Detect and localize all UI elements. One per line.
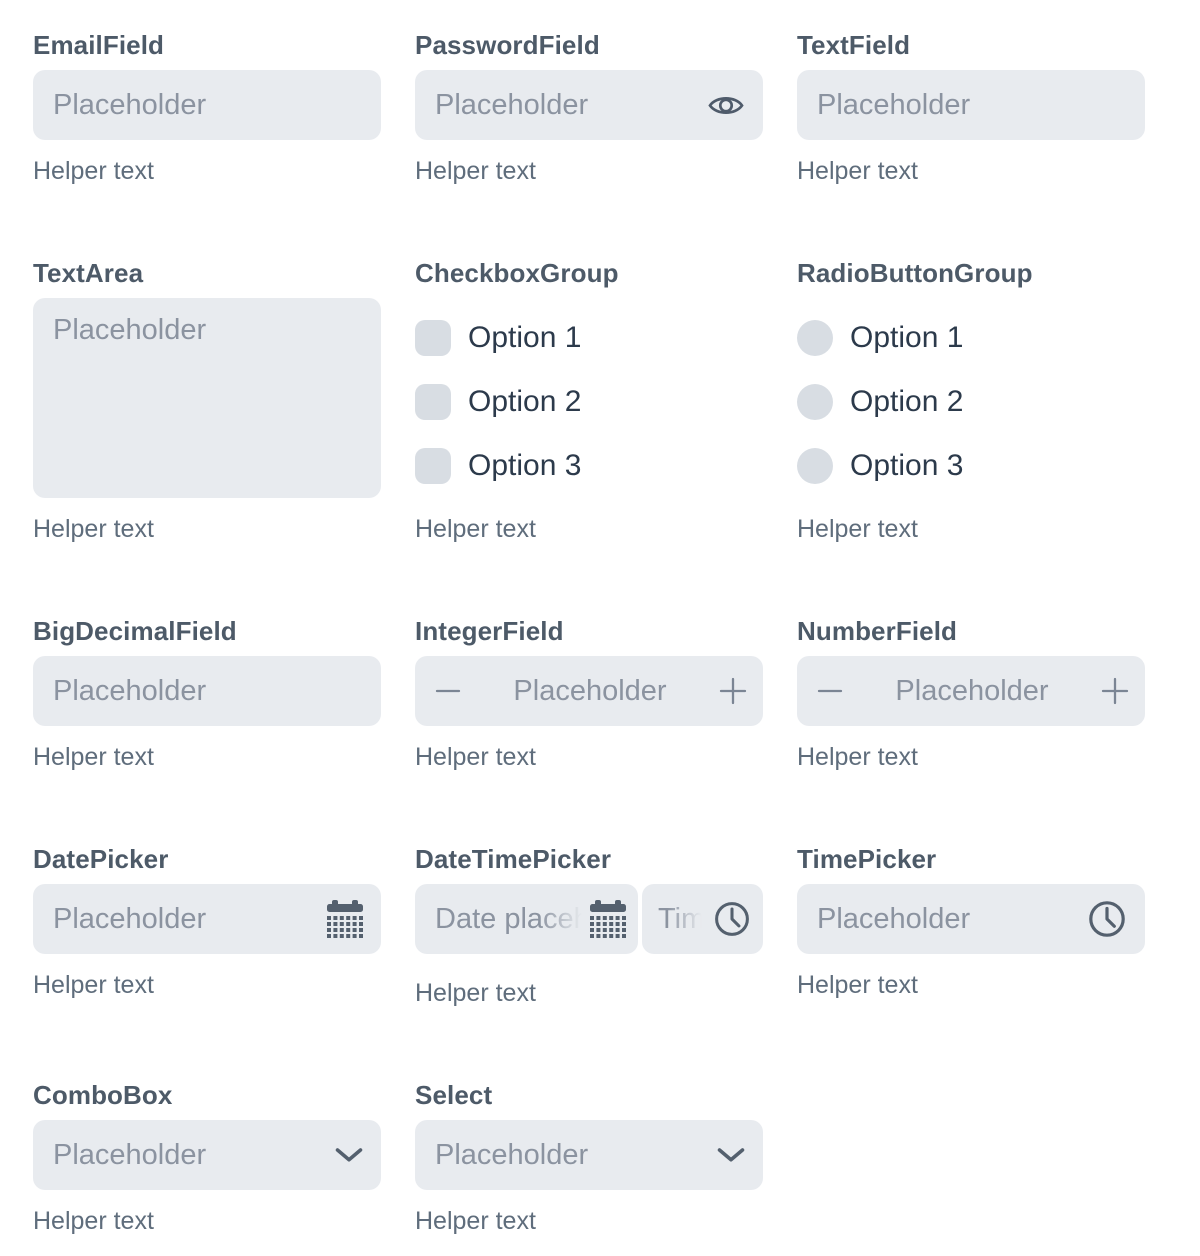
checkbox-group-component — [415, 256, 763, 544]
time-picker-label: TimePicker — [797, 844, 937, 874]
integer-field — [415, 656, 763, 726]
password-field-component — [415, 28, 763, 186]
text-area-input[interactable] — [33, 298, 381, 498]
text-input[interactable] — [817, 70, 1129, 140]
decrement-button[interactable] — [817, 678, 843, 704]
radio-option-label: Option 1 — [850, 321, 964, 354]
date-picker-component — [33, 842, 381, 1008]
combo-box-component — [33, 1078, 381, 1236]
increment-button[interactable] — [1101, 677, 1129, 705]
email-field-label: EmailField — [33, 30, 165, 60]
date-time-picker-component — [415, 842, 763, 1008]
radio-option-3[interactable] — [797, 448, 1145, 484]
checkbox-option-2[interactable] — [415, 384, 763, 420]
number-input[interactable] — [843, 656, 1101, 726]
chevron-down-icon — [717, 1147, 745, 1163]
email-field-component — [33, 28, 381, 186]
email-field — [33, 70, 381, 140]
helper-text: Helper text — [415, 1207, 536, 1235]
radio-option-label: Option 3 — [850, 449, 964, 482]
big-decimal-field — [33, 656, 381, 726]
date-picker-field — [415, 884, 638, 954]
eye-icon — [707, 92, 745, 119]
increment-button[interactable] — [719, 677, 747, 705]
radio-icon[interactable] — [797, 320, 833, 356]
radio-icon[interactable] — [797, 448, 833, 484]
helper-text: Helper text — [797, 157, 918, 185]
select-label: Select — [415, 1080, 493, 1110]
helper-text: Helper text — [415, 157, 536, 185]
calendar-toggle-button[interactable] — [590, 900, 626, 938]
date-time-picker-label: DateTimePicker — [415, 844, 612, 874]
date-picker-field — [33, 884, 381, 954]
password-input[interactable] — [435, 70, 697, 140]
helper-text: Helper text — [33, 515, 154, 543]
decrement-button[interactable] — [435, 678, 461, 704]
helper-text: Helper text — [33, 743, 154, 771]
helper-text: Helper text — [415, 743, 536, 771]
text-field-label: TextField — [797, 30, 911, 60]
calendar-toggle-button[interactable] — [327, 900, 363, 938]
checkbox-group — [415, 298, 763, 498]
radio-button-group — [797, 298, 1145, 498]
integer-field-label: IntegerField — [415, 616, 564, 646]
checkbox-option-1[interactable] — [415, 320, 763, 356]
time-picker-field — [642, 884, 763, 954]
helper-text: Helper text — [415, 979, 536, 1007]
helper-text: Helper text — [797, 971, 918, 999]
minus-icon — [817, 678, 843, 704]
radio-button-group-label: RadioButtonGroup — [797, 258, 1033, 288]
password-field-label: PasswordField — [415, 30, 600, 60]
calendar-icon — [327, 900, 363, 938]
clock-toggle-button[interactable] — [713, 900, 751, 938]
checkbox-icon[interactable] — [415, 448, 451, 484]
time-picker-component — [797, 842, 1145, 1008]
helper-text: Helper text — [33, 1207, 154, 1235]
integer-field-component — [415, 614, 763, 772]
calendar-icon — [590, 900, 626, 938]
time-input[interactable] — [658, 884, 711, 954]
password-field — [415, 70, 763, 140]
radio-icon[interactable] — [797, 384, 833, 420]
checkbox-option-label: Option 3 — [468, 449, 582, 482]
helper-text: Helper text — [415, 515, 536, 543]
date-picker-label: DatePicker — [33, 844, 169, 874]
text-field-component — [797, 28, 1145, 186]
helper-text: Helper text — [33, 157, 154, 185]
time-picker-field — [797, 884, 1145, 954]
number-field — [797, 656, 1145, 726]
helper-text: Helper text — [797, 515, 918, 543]
number-field-component — [797, 614, 1145, 772]
date-input[interactable] — [53, 884, 317, 954]
text-area-label: TextArea — [33, 258, 144, 288]
checkbox-option-label: Option 1 — [468, 321, 582, 354]
checkbox-group-label: CheckboxGroup — [415, 258, 619, 288]
helper-text: Helper text — [33, 971, 154, 999]
number-field-label: NumberField — [797, 616, 958, 646]
clock-icon — [1087, 899, 1127, 939]
combo-box-field — [33, 1120, 381, 1190]
integer-input[interactable] — [461, 656, 719, 726]
minus-icon — [435, 678, 461, 704]
radio-option-2[interactable] — [797, 384, 1145, 420]
big-decimal-field-component — [33, 614, 381, 772]
checkbox-option-3[interactable] — [415, 448, 763, 484]
combo-box-label: ComboBox — [33, 1080, 173, 1110]
time-input[interactable] — [817, 884, 1077, 954]
clock-toggle-button[interactable] — [1087, 899, 1127, 939]
big-decimal-input[interactable] — [53, 656, 365, 726]
dropdown-toggle-button[interactable] — [335, 1147, 363, 1163]
helper-text: Helper text — [797, 743, 918, 771]
text-field — [797, 70, 1145, 140]
select-placeholder-value: Placeholder — [435, 1138, 589, 1171]
reveal-password-button[interactable] — [707, 92, 745, 119]
radio-option-1[interactable] — [797, 320, 1145, 356]
clock-icon — [713, 900, 751, 938]
combo-box-input[interactable] — [53, 1120, 325, 1190]
chevron-down-icon — [335, 1147, 363, 1163]
checkbox-icon[interactable] — [415, 384, 451, 420]
checkbox-option-label: Option 2 — [468, 385, 582, 418]
select-field[interactable] — [415, 1120, 763, 1190]
plus-icon — [1101, 677, 1129, 705]
radio-option-label: Option 2 — [850, 385, 964, 418]
select-component — [415, 1078, 763, 1236]
date-input[interactable] — [435, 884, 588, 954]
text-area-component — [33, 256, 381, 544]
big-decimal-field-label: BigDecimalField — [33, 616, 237, 646]
radio-button-group-component — [797, 256, 1145, 544]
checkbox-icon[interactable] — [415, 320, 451, 356]
plus-icon — [719, 677, 747, 705]
email-input[interactable] — [53, 70, 365, 140]
